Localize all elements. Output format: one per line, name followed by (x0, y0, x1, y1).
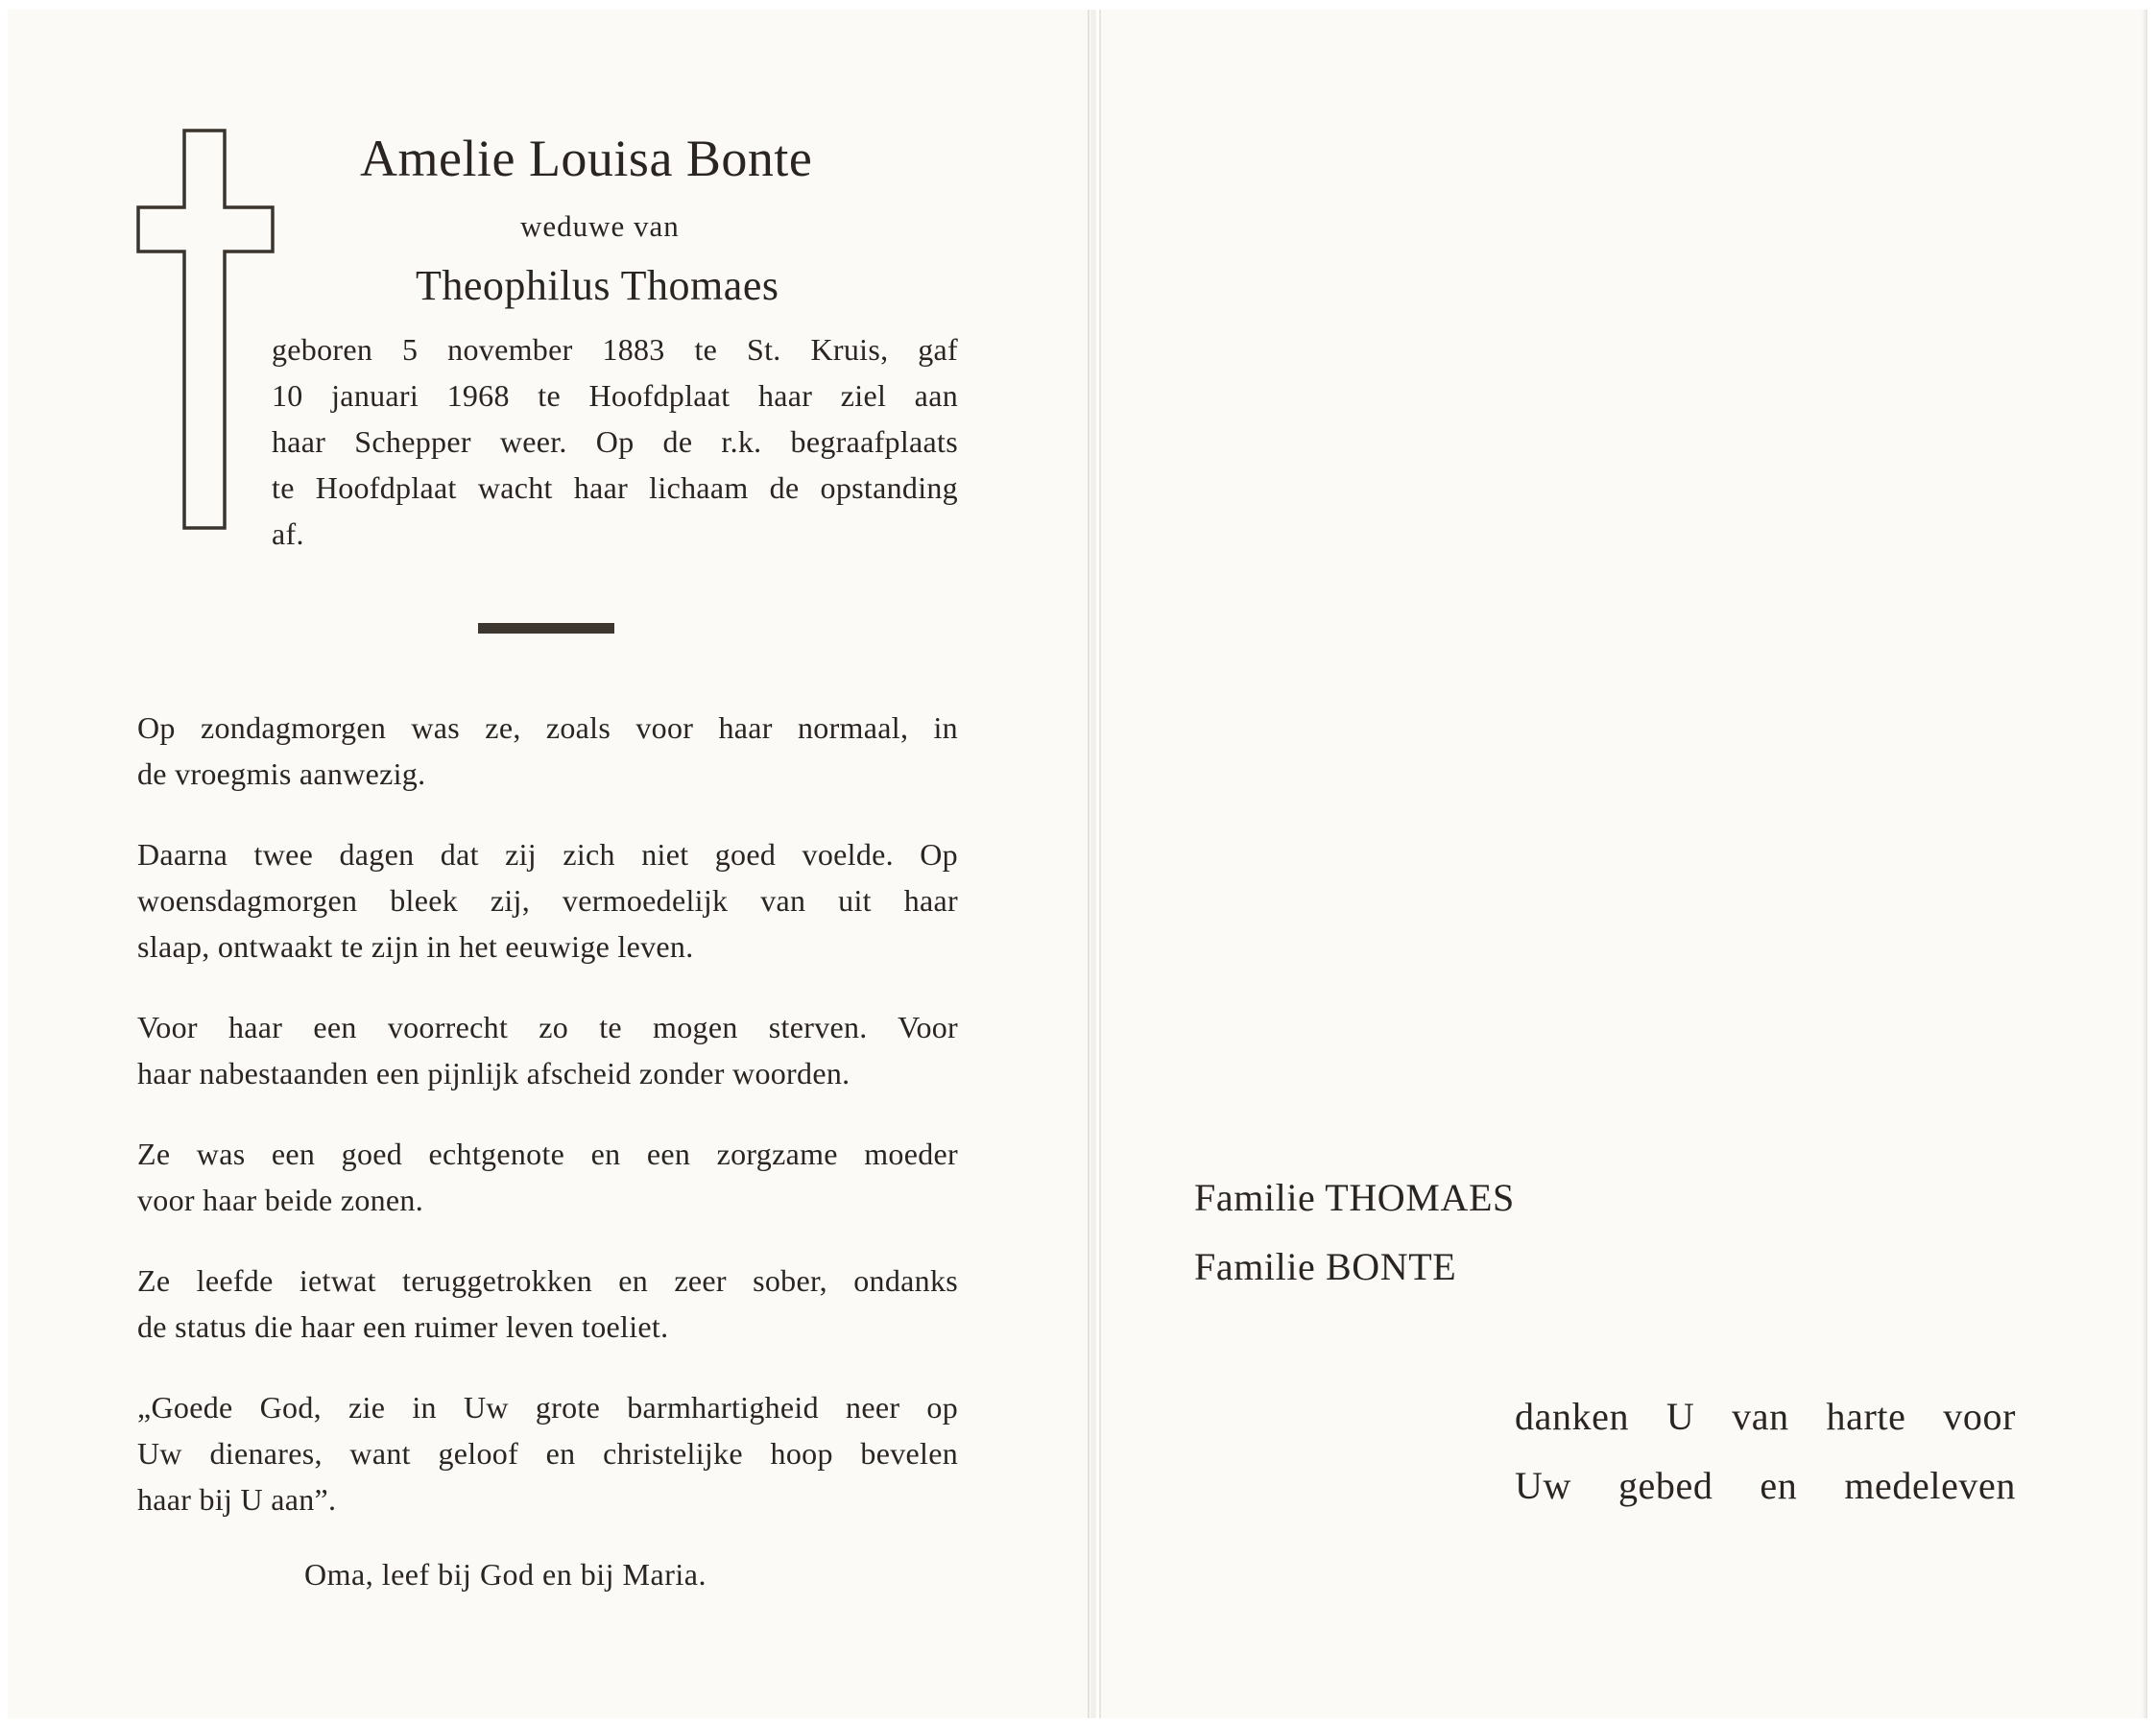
paragraph (137, 705, 958, 797)
text-line: Ze leefde ietwat teruggetrokken en zeer sober, ondanks (137, 1263, 958, 1298)
text-line: „Goede God, zie in Uw grote barmhartigheid neer op (137, 1390, 958, 1425)
family-name: Familie BONTE (1194, 1245, 1457, 1288)
text-line: voor haar beide zonen. (137, 1183, 424, 1217)
text-line: Voor haar een voorrecht zo te mogen sterven. Voor (137, 1010, 958, 1044)
text-line: Uw dienares, want geloof en christelijke hoop bevelen (137, 1436, 958, 1471)
paragraph (137, 1004, 958, 1096)
prayer-paragraph (137, 1384, 958, 1522)
text-line: 10 januari 1968 te Hoofdplaat haar ziel aan (272, 378, 958, 413)
text-line: te Hoofdplaat wacht haar lichaam de opstanding (272, 470, 958, 505)
text-line: haar bij U aan”. (137, 1482, 337, 1517)
cross-icon (134, 127, 278, 534)
text-line: haar nabestaanden een pijnlijk afscheid zonder woorden. (137, 1056, 850, 1090)
text-line: Daarna twee dagen dat zij zich niet goed voelde. Op (137, 837, 958, 872)
card-fold (1090, 10, 1096, 1718)
paragraph (137, 831, 958, 970)
text-line: geboren 5 november 1883 te St. Kruis, gaf (272, 332, 958, 367)
text-line: de vroegmis aanwezig. (137, 756, 426, 791)
birth-death-text (272, 326, 958, 557)
text-line: haar Schepper weer. Op de r.k. begraafplaats (272, 424, 958, 459)
closing-line: Oma, leef bij God en bij Maria. (304, 1557, 707, 1592)
text-line: Op zondagmorgen was ze, zoals voor haar normaal, in (137, 710, 958, 745)
text-line: danken U van harte voor (1515, 1395, 2016, 1438)
text-line: af. (272, 516, 304, 551)
divider (478, 623, 614, 634)
deceased-name: Amelie Louisa Bonte (360, 130, 813, 187)
family-name: Familie THOMAES (1194, 1176, 1515, 1219)
paragraph (137, 1258, 958, 1350)
text-line: Ze was een goed echtgenote en een zorgzame moeder (137, 1137, 958, 1171)
text-line: Uw gebed en medeleven (1515, 1464, 2016, 1507)
text-line: slaap, ontwaakt te zijn in het eeuwige leven. (137, 929, 694, 964)
text-line: woensdagmorgen bleek zij, vermoedelijk van uit haar (137, 883, 958, 918)
thanks-text (1515, 1382, 2016, 1521)
paragraph (137, 1131, 958, 1223)
spouse-name: Theophilus Thomaes (416, 262, 779, 309)
text-line: de status die haar een ruimer leven toeliet. (137, 1309, 669, 1344)
widow-of-label: weduwe van (520, 209, 680, 243)
